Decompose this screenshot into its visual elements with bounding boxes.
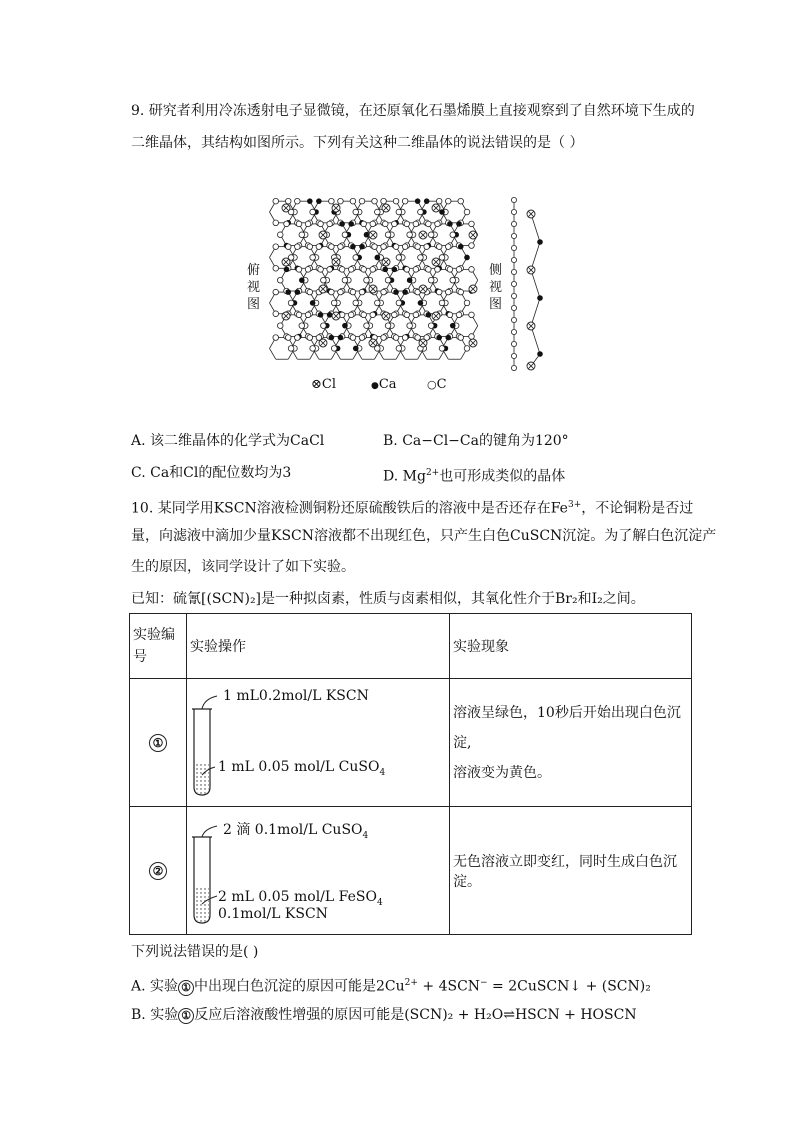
q9-stem-line2: 二维晶体，其结构如图所示。下列有关这种二维晶体的说法错误的是（ ） bbox=[131, 135, 584, 151]
q10-option-a: A. 实验 ① 中出现白色沉淀的原因可能是$2Cu^{2+} + 4SCN^-$ = 2CuSCN↓ + (SCN)₂ bbox=[131, 978, 651, 995]
row1-phenomenon: 溶液呈绿色，10秒后开始出现白色沉淀, 溶液变为黄色。 bbox=[450, 679, 692, 807]
table-header-row bbox=[130, 614, 692, 679]
row2-operation bbox=[187, 807, 450, 935]
q10-stem-line1: 10. 某同学用KSCN溶液检测铜粉还原硫酸铁后的溶液中是否还存在$Fe^{3+}$，不论铜粉是否过 bbox=[131, 500, 694, 517]
header-operation: 实验操作 bbox=[187, 614, 450, 679]
q10-option-b: B. 实验 ① 反应后溶液酸性增强的原因可能是(SCN)₂ + H₂O⇌HSCN + HOSCN bbox=[131, 1007, 637, 1023]
row1-num: ① bbox=[130, 679, 187, 807]
q9-option-a: A. 该二维晶体的化学式为CaCl bbox=[131, 433, 325, 449]
carbon-symbol-icon: ○ bbox=[427, 378, 437, 391]
q10-stem-line2: 量，向滤液中滴加少量KSCN溶液都不出现红色，只产生白色CuSCN沉淀。为了解白色沉淀产 bbox=[131, 528, 717, 544]
row2-bottom-reagent-2: 0.1mol/L KSCN bbox=[218, 906, 328, 922]
calcium-symbol-icon: ● bbox=[371, 381, 379, 391]
legend-c-label: C bbox=[436, 377, 447, 392]
row2-bottom-reagent: 2 mL 0.05 mol/L FeSO$_4$ bbox=[218, 889, 383, 908]
side-view-label: 侧视图 bbox=[489, 263, 503, 312]
row2-top-reagent: 2 滴 0.1mol/L CuSO$_4$ bbox=[223, 822, 369, 841]
row2-phenomenon: 无色溶液立即变红，同时生成白色沉淀。 bbox=[450, 807, 692, 935]
q9-option-d: D. $Mg^{2+}$也可形成类似的晶体 bbox=[383, 468, 566, 485]
experiment-table bbox=[129, 613, 692, 935]
q9-option-c: C. Ca和Cl的配位数均为3 bbox=[131, 465, 292, 481]
legend-cl bbox=[311, 377, 336, 392]
header-num: 实验编号 bbox=[130, 614, 187, 679]
row1-bottom-reagent: 1 mL 0.05 mol/L CuSO$_4$ bbox=[218, 759, 386, 778]
row1-operation bbox=[187, 679, 450, 807]
legend-ca bbox=[371, 377, 397, 392]
q10-stem-line3: 生的原因，该同学设计了如下实验。 bbox=[131, 559, 355, 575]
crystal-figure bbox=[240, 190, 560, 400]
chlorine-symbol-icon: ⊗ bbox=[311, 377, 322, 392]
row1-top-reagent: 1 mL0.2mol/L KSCN bbox=[223, 688, 369, 704]
row2-num: ② bbox=[130, 807, 187, 935]
crystal-structure-diagram bbox=[240, 190, 560, 400]
table-row bbox=[130, 679, 692, 807]
legend-cl-label: Cl bbox=[321, 377, 337, 392]
legend-c bbox=[427, 377, 447, 392]
legend-ca-label: Ca bbox=[378, 377, 397, 392]
table-row bbox=[130, 807, 692, 935]
q9-option-b: B. Ca−Cl−Ca的键角为120° bbox=[383, 433, 569, 449]
header-phenomenon: 实验现象 bbox=[450, 614, 692, 679]
q9-stem-line1: 9. 研究者利用冷冻透射电子显微镜，在还原氧化石墨烯膜上直接观察到了自然环境下生成的 bbox=[131, 103, 695, 119]
q10-question: 下列说法错误的是( ) bbox=[131, 944, 259, 960]
top-view-label: 俯视图 bbox=[247, 263, 261, 312]
q10-known: 已知：硫氰[(SCN)₂]是一种拟卤素，性质与卤素相似，其氧化性介于Br₂和I₂之间。 bbox=[131, 591, 645, 607]
